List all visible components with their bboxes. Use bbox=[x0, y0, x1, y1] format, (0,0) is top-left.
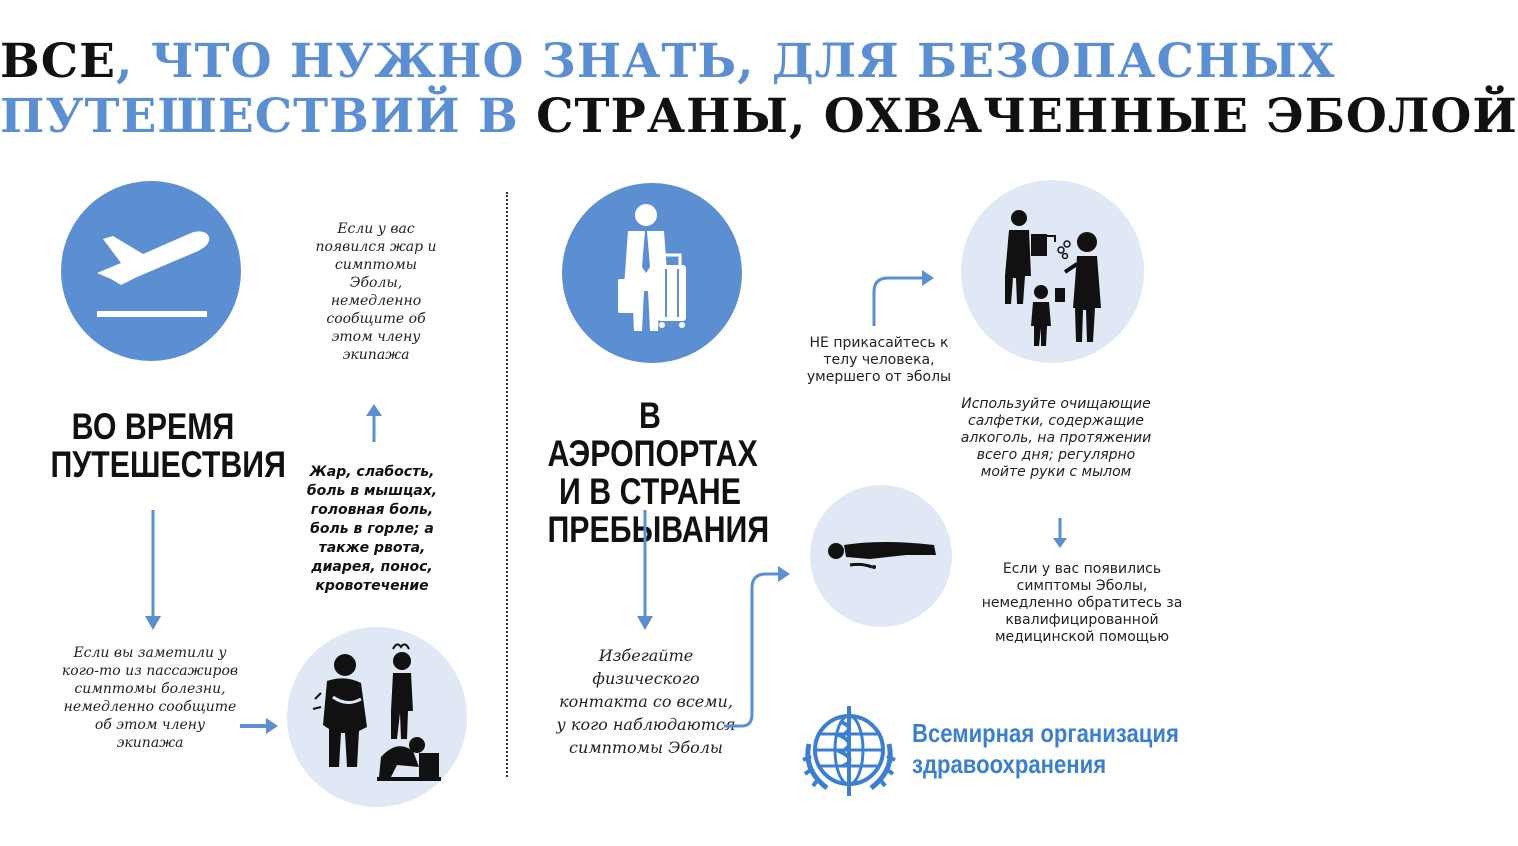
wipes-down-arrow bbox=[1050, 518, 1070, 550]
right-heading-line1: В АЭРОПОРТАХ bbox=[547, 395, 758, 474]
right-down-arrow bbox=[635, 510, 655, 632]
title-line-1 bbox=[0, 34, 1336, 89]
title-line2-dark: СТРАНЫ, ОХВАЧЕННЫЕ ЭБОЛОЙ bbox=[536, 89, 1518, 144]
left-bottom-note: Если вы заметили у кого-то из пассажиров симптомы болезни, немедленно сообщите об этом члену экипажа bbox=[61, 645, 239, 751]
center-divider bbox=[506, 192, 508, 777]
airplane-takeoff-icon bbox=[61, 181, 241, 361]
left-top-note: Если у вас появился жар и симптомы Эболы, немедленно сообщите об этом члену экипажа bbox=[315, 221, 437, 363]
right-heading-line3: ПРЕБЫВАНИЯ bbox=[547, 509, 770, 550]
sick-people-icon bbox=[287, 627, 467, 807]
alcohol-wipes-note: Используйте очищающие салфетки, содержащие алкоголь, на протяжении всего дня; регулярно мойте руки с мылом bbox=[960, 396, 1152, 480]
symptoms-list: Жар, слабость, боль в мышцах, головная боль, боль в горле; а также рвота, диарея, понос, кровотечение bbox=[306, 464, 438, 594]
curved-arrow-to-body bbox=[720, 558, 792, 734]
avoid-contact-note: Избегайте физического контакта со всеми, у кого наблюдаются симптомы Эболы bbox=[556, 646, 736, 757]
left-down-arrow bbox=[143, 510, 163, 632]
title-line2-blue: ПУТЕШЕСТВИЙ В bbox=[0, 89, 537, 144]
left-heading-line2: ПУТЕШЕСТВИЯ bbox=[50, 444, 286, 485]
title-line-2 bbox=[0, 89, 1518, 144]
title-line1-blue: , ЧТО НУЖНО ЗНАТЬ, ДЛЯ БЕЗОПАСНЫХ bbox=[115, 34, 1336, 89]
curved-arrow-to-handwash bbox=[868, 262, 938, 328]
left-up-arrow bbox=[364, 402, 384, 444]
left-heading bbox=[50, 406, 286, 485]
right-heading-line2: И В СТРАНЕ bbox=[559, 471, 741, 512]
traveler-luggage-icon bbox=[562, 183, 742, 363]
left-heading-line1: ВО ВРЕМЯ bbox=[71, 406, 235, 447]
handwash-icon bbox=[961, 180, 1144, 363]
seek-help-note: Если у вас появились симптомы Эболы, немедленно обратитесь за квалифицированной медицинской помощью bbox=[981, 561, 1183, 645]
who-emblem-icon bbox=[797, 700, 901, 800]
left-right-arrow bbox=[240, 716, 280, 736]
deceased-body-icon bbox=[810, 485, 952, 627]
title-line1-dark: ВСЕ bbox=[0, 34, 116, 89]
who-name-line2: здравоохранения bbox=[912, 749, 1107, 779]
no-touch-note: НЕ прикасайтесь к телу человека, умершего от эболы bbox=[806, 335, 952, 385]
who-name-line1: Всемирная организация bbox=[912, 718, 1179, 748]
